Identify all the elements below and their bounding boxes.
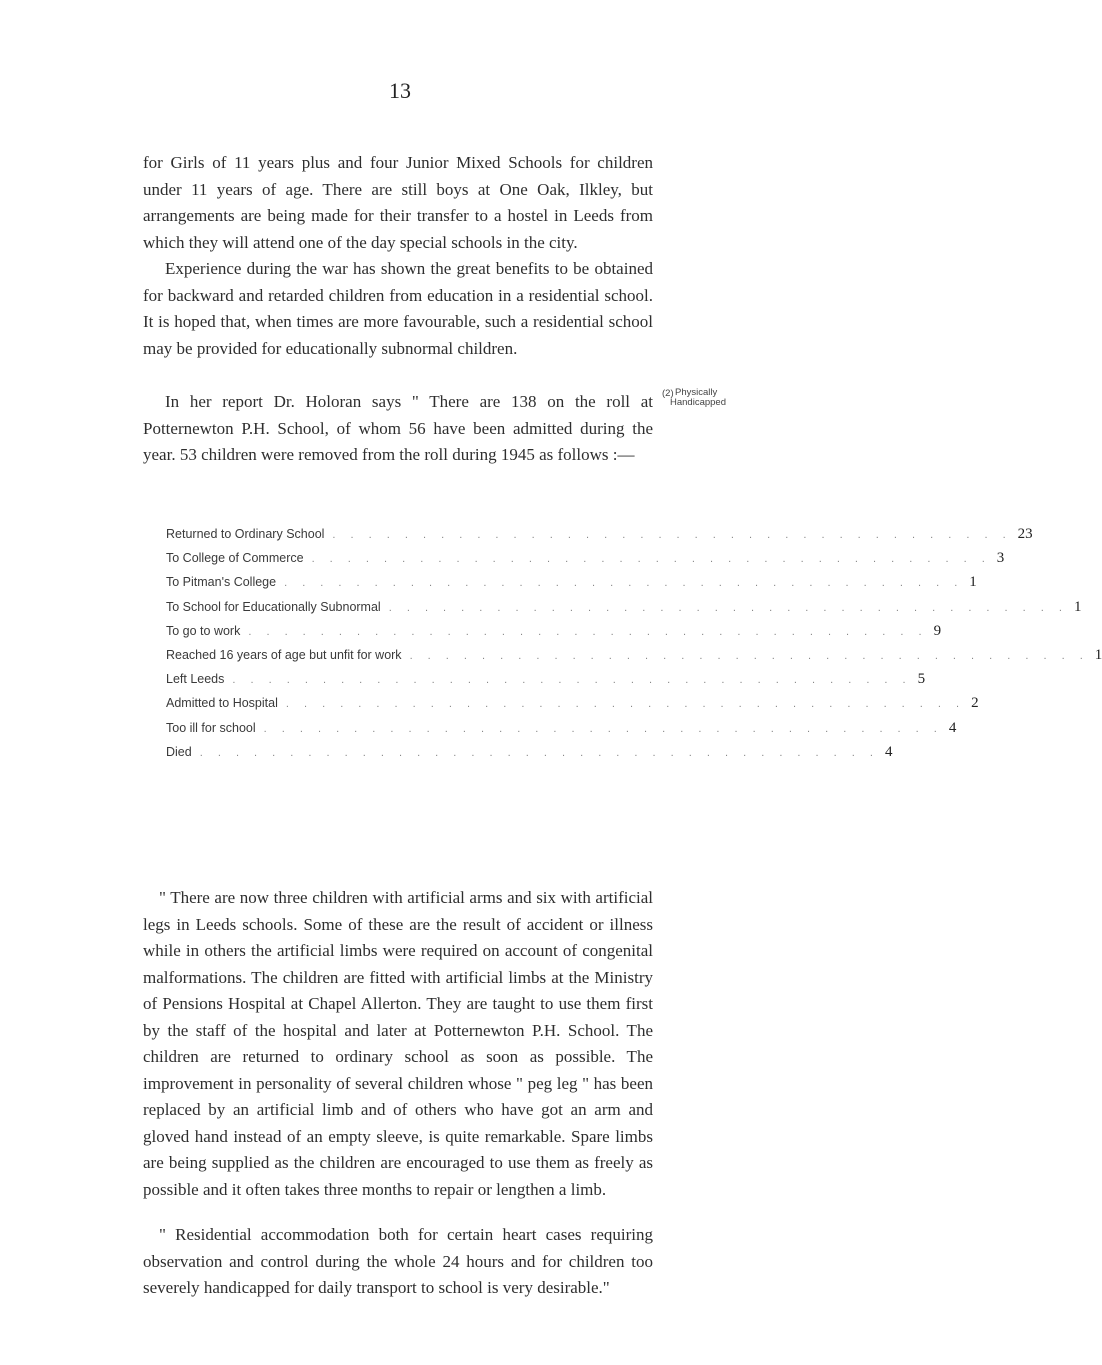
removals-table [166,526,1102,768]
paragraph-holoran-report: In her report Dr. Holoran says " There are 138 on the roll at Potternewton P.H. School, of whom 56 have been admitted during the year. 53 children were removed from the roll during 1945 as follows :— [143,392,653,464]
removal-count: 5 [917,671,926,688]
removal-row: To Pitman's College . . . . . . . . . . . . . . . . . . . . . . . . . . . . . . . . . . . . . . 1 [166,574,977,591]
removal-label: To Pitman's College [166,575,277,590]
removal-count: 23 [1017,526,1033,542]
removal-label: Returned to Ordinary School [166,527,325,541]
removal-row: Died . . . . . . . . . . . . . . . . . . . . . . . . . . . . . . . . . . . . . . 4 [166,743,893,760]
removal-count: 3 [996,550,1005,567]
paragraph-residential-accommodation: " Residential accommodation both for certain heart cases requiring observation and control during the whole 24 hours and for children too severely handicapped for daily transport to school is very desirable." [143,1225,653,1297]
removal-row: To School for Educationally Subnormal . . . . . . . . . . . . . . . . . . . . . . . . . . . . . . . . . . . . . . 1 [166,598,1082,615]
removal-count: 4 [884,743,893,760]
removal-count: 1 [969,574,977,591]
removal-count: 1 [1094,646,1102,663]
removal-label: Died [166,744,192,759]
removal-label: Left Leeds [166,672,225,687]
margin-note-line2: Handicapped [670,397,726,408]
removal-row: Returned to Ordinary School . . . . . . . . . . . . . . . . . . . . . . . . . . . . . . . . . . . . . . 23 [166,526,1033,542]
removal-label: To School for Educationally Subnormal [166,599,381,614]
removal-label: Too ill for school [166,720,256,735]
removal-count: 1 [1073,598,1082,615]
margin-note-number: (2) [662,388,674,399]
paragraph-residential-experience: Experience during the war has shown the great benefits to be obtained for backward and retarded children from education in a residential school. It is hoped that, when times are more favourable, such a residential school may be provided for educationally subnormal children. [143,259,653,358]
removal-label: Reached 16 years of age but unfit for work [166,647,402,662]
removal-label: To go to work [166,623,241,638]
margin-note-line1: Physically [675,387,718,398]
page-number: 13 [389,78,411,103]
paragraph-artificial-limbs: " There are now three children with artificial arms and six with artificial legs in Leeds schools. Some of these are the result of accident or illness while in others the artificial limbs were required on account of congenital malformations. The children are fitted with artificial limbs at the Ministry of Pensions Hospital at Chapel Allerton. They are taught to use them first by the staff of the hospital and later at Potternewton P.H. School. The children are returned to ordinary school as soon as possible. The improvement in personality of several children whose " peg leg " has been replaced by an artificial limb and of others who have got an arm and gloved hand instead of an empty sleeve, is quite remarkable. Spare limbs are being supplied as the children are encouraged to use them as freely as possible and it often takes three months to repair or lengthen a limb. [143,888,653,1199]
removal-count: 2 [971,695,979,712]
removal-row: Left Leeds . . . . . . . . . . . . . . . . . . . . . . . . . . . . . . . . . . . . . . 5 [166,671,926,688]
removal-label: To College of Commerce [166,551,304,566]
removal-label: Admitted to Hospital [166,696,278,711]
removal-row: Too ill for school . . . . . . . . . . . . . . . . . . . . . . . . . . . . . . . . . . . . . . 4 [166,719,957,736]
removal-row: To College of Commerce . . . . . . . . . . . . . . . . . . . . . . . . . . . . . . . . . . . . . . 3 [166,550,1005,567]
paragraph-schools-for-girls: for Girls of 11 years plus and four Junior Mixed Schools for children under 11 years of age. There are still boys at One Oak, Ilkley, but arrangements are being made for their transfer to a hostel in Leeds from which they will attend one of the day special schools in the city. [143,153,653,252]
removal-row: To go to work . . . . . . . . . . . . . . . . . . . . . . . . . . . . . . . . . . . . . . 9 [166,622,942,639]
removal-count: 4 [948,719,957,736]
removal-count: 9 [933,622,942,639]
removal-row: Reached 16 years of age but unfit for work . . . . . . . . . . . . . . . . . . . . . . . . . . . . . . . . . . . . . . 1 [166,646,1102,663]
removal-row: Admitted to Hospital . . . . . . . . . . . . . . . . . . . . . . . . . . . . . . . . . . . . . . 2 [166,695,979,712]
